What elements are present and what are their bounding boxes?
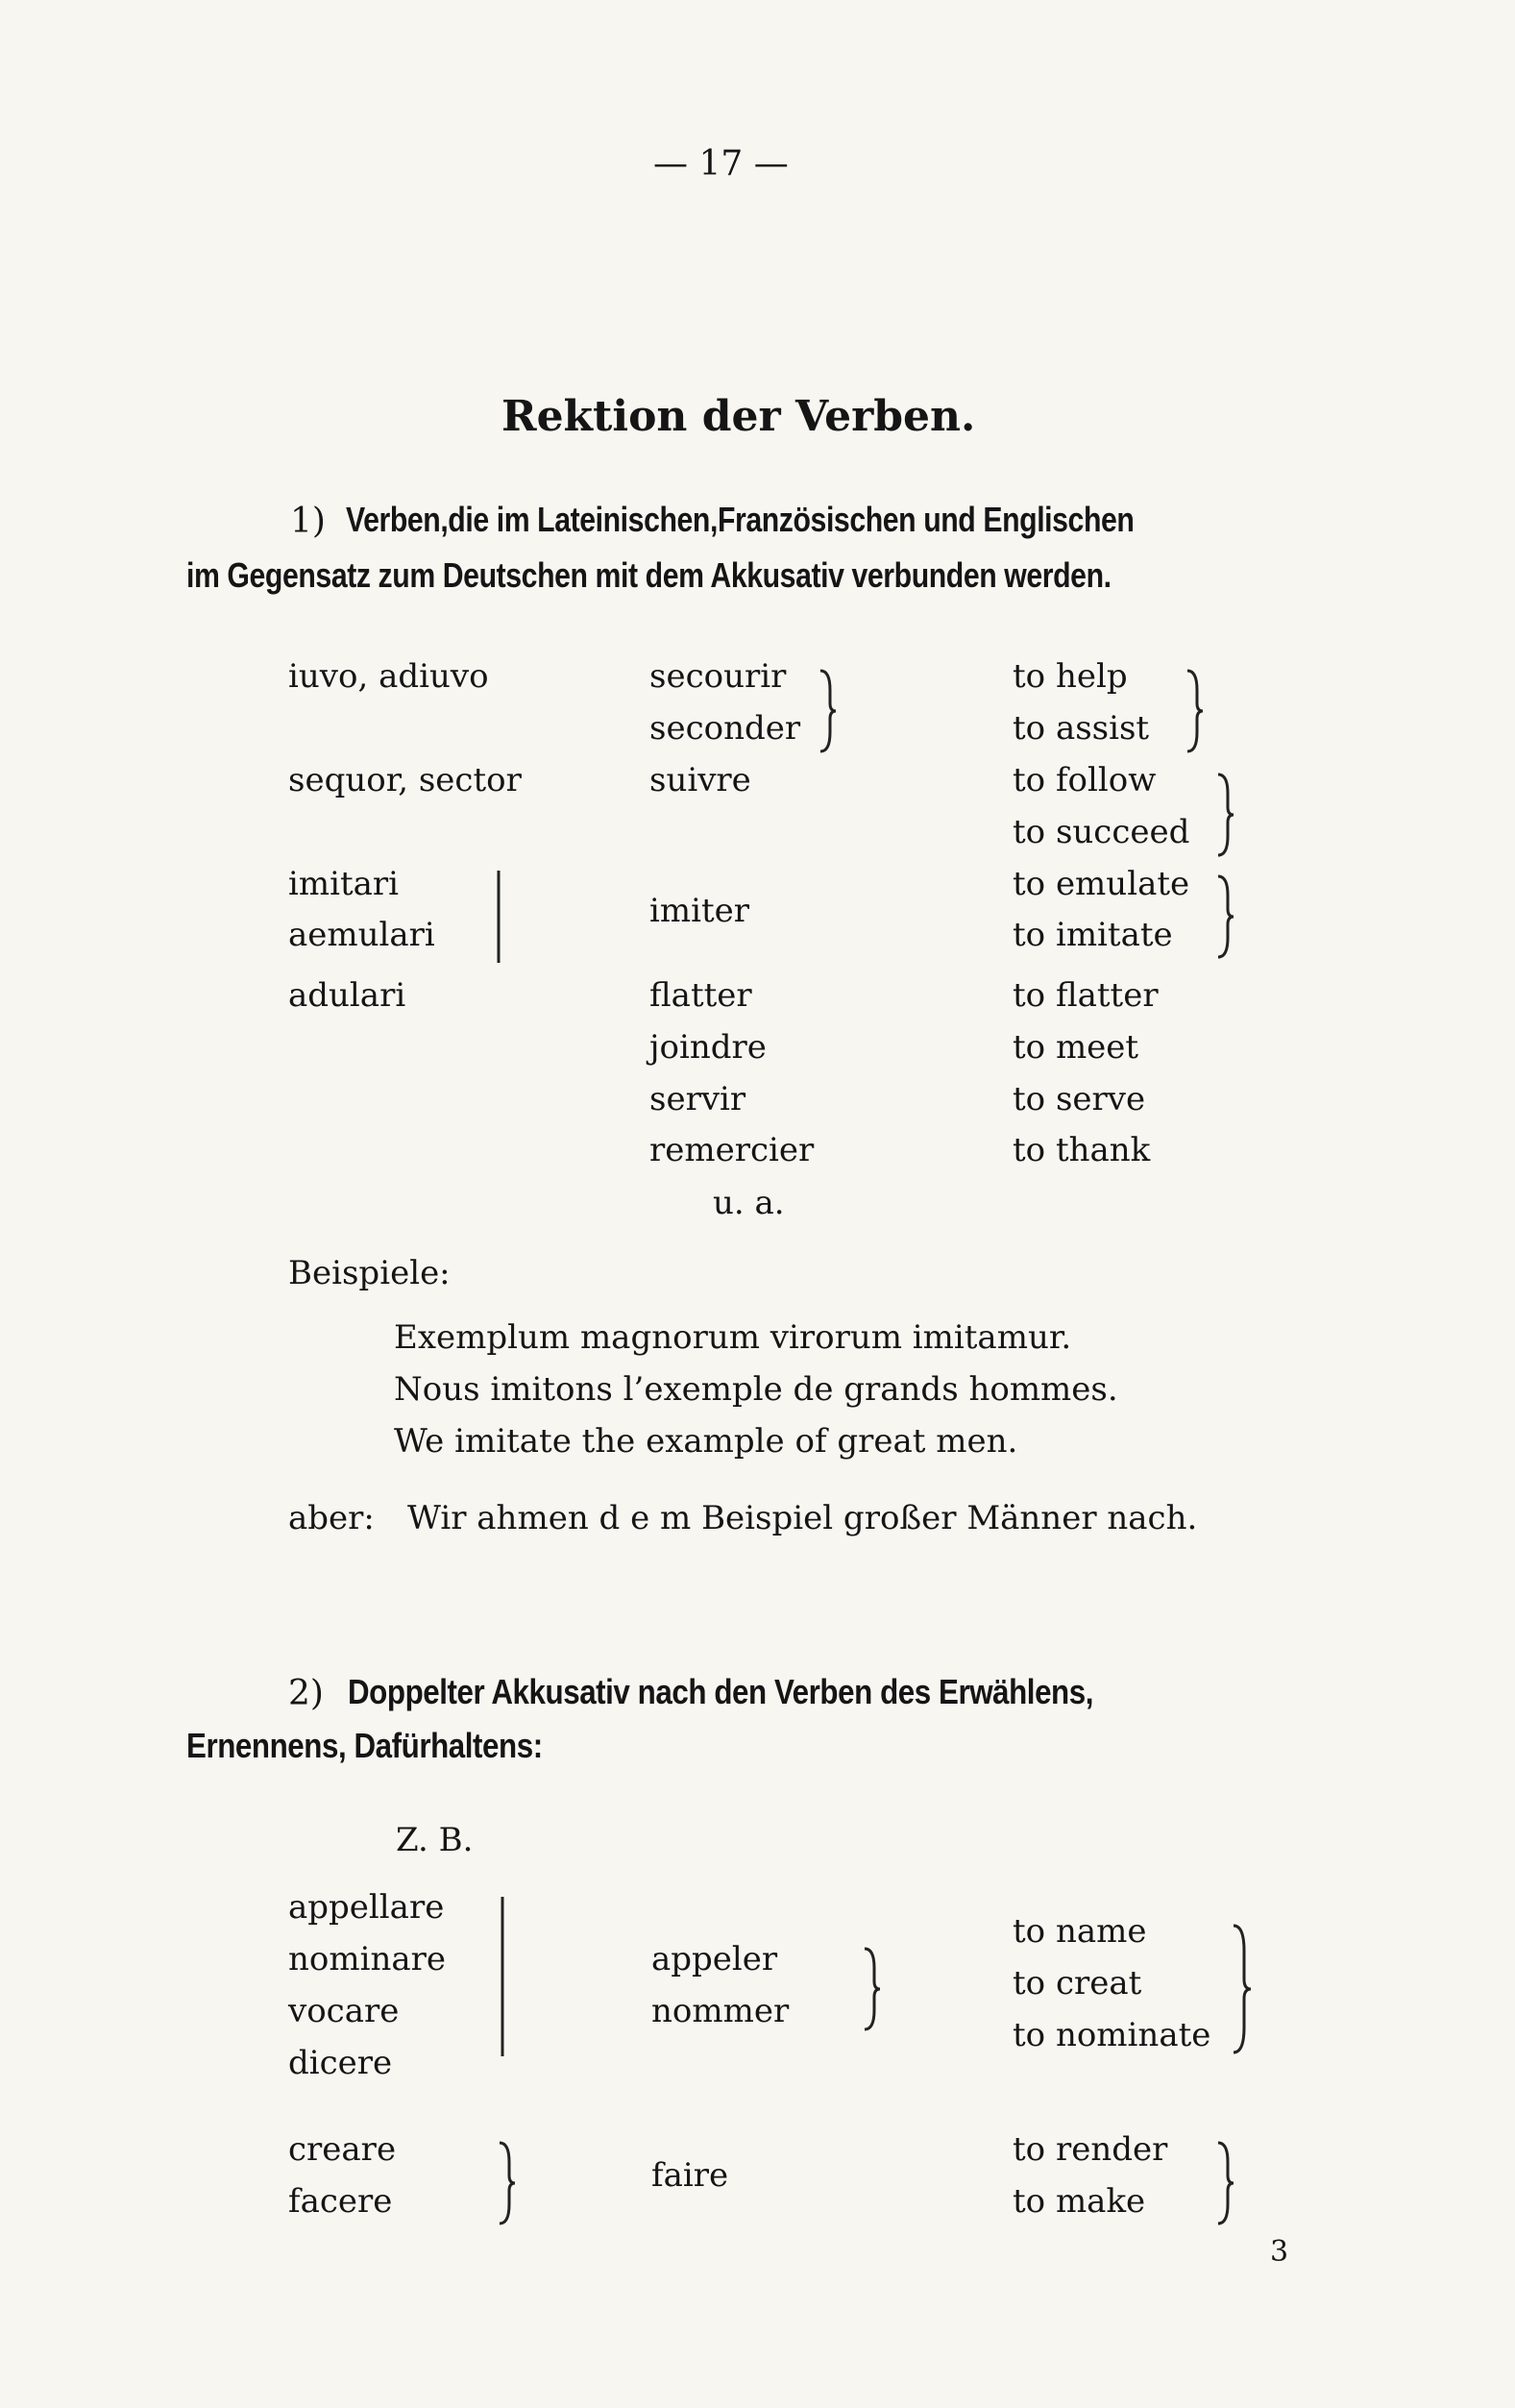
english-verb: to flatter: [1013, 976, 1159, 1015]
english-verb: to thank: [1013, 1131, 1151, 1169]
brace-icon: [1230, 1922, 1255, 2056]
french-verb: imiter: [649, 892, 750, 930]
english-verb: to make: [1013, 2182, 1146, 2221]
brace-icon: [817, 667, 840, 755]
section1-number: 1): [290, 502, 326, 541]
aber-label: aber:: [288, 1499, 375, 1537]
brace-icon: [496, 2139, 519, 2227]
brace-icon: [1214, 872, 1237, 961]
latin-verb: facere: [288, 2182, 393, 2221]
latin-verb: aemulari: [288, 916, 435, 954]
brace-icon: [1214, 2139, 1237, 2227]
latin-verb: dicere: [288, 2044, 393, 2082]
vertical-rule-icon: [494, 869, 503, 965]
brace-icon: [861, 1945, 884, 2033]
latin-verb: vocare: [288, 1992, 400, 2030]
example-line: Nous imitons l’exemple de grands hommes.: [394, 1370, 1118, 1409]
english-verb: to help: [1013, 657, 1128, 696]
french-verb: nommer: [651, 1992, 790, 2030]
latin-verb: adulari: [288, 976, 406, 1015]
section1-heading-line2: im Gegensatz zum Deutschen mit dem Akkusativ verbunden werden.: [186, 555, 1112, 595]
brace-icon: [1184, 667, 1207, 755]
english-verb: to meet: [1013, 1028, 1139, 1067]
english-verb: to render: [1013, 2130, 1168, 2169]
page-number: — 17 —: [653, 144, 789, 184]
section1-heading-line1: Verben,die im Lateinischen,Französischen und Englischen: [346, 500, 1135, 539]
latin-verb: sequor, sector: [288, 761, 522, 799]
latin-verb: appellare: [288, 1888, 445, 1927]
section2-heading-line2: Ernennens, Dafürhaltens:: [186, 1726, 543, 1765]
french-verb: appeler: [651, 1940, 778, 1978]
french-verb: suivre: [649, 761, 751, 799]
french-verb: remercier: [649, 1131, 815, 1169]
french-verb: faire: [651, 2156, 729, 2195]
french-verb: joindre: [649, 1028, 767, 1067]
english-verb: to assist: [1013, 709, 1150, 748]
brace-icon: [1214, 771, 1237, 859]
french-verb: servir: [649, 1080, 746, 1118]
zb-label: Z. B.: [396, 1821, 474, 1859]
english-verb: to nominate: [1013, 2016, 1211, 2054]
example-line: Exemplum magnorum virorum imitamur.: [394, 1318, 1072, 1357]
english-verb: to imitate: [1013, 916, 1173, 954]
page-title: Rektion der Verben.: [501, 392, 976, 441]
english-verb: to follow: [1013, 761, 1157, 799]
french-verb: flatter: [649, 976, 752, 1015]
section2-number: 2): [288, 1674, 324, 1713]
examples-label: Beispiele:: [288, 1254, 451, 1292]
english-verb: to emulate: [1013, 865, 1190, 903]
folio-number: 3: [1270, 2235, 1289, 2269]
latin-verb: creare: [288, 2130, 397, 2169]
french-verb: secourir: [649, 657, 787, 696]
english-verb: to name: [1013, 1912, 1147, 1951]
french-verb-etc: u. a.: [713, 1184, 785, 1222]
french-verb: seconder: [649, 709, 801, 748]
latin-verb: iuvo, adiuvo: [288, 657, 489, 696]
english-verb: to succeed: [1013, 813, 1190, 851]
aber-text: Wir ahmen d e m Beispiel großer Männer nach.: [407, 1499, 1198, 1537]
vertical-rule-icon: [498, 1895, 507, 2058]
section2-heading-line1: Doppelter Akkusativ nach den Verben des Erwählens,: [348, 1672, 1094, 1711]
latin-verb: nominare: [288, 1940, 447, 1978]
latin-verb: imitari: [288, 865, 400, 903]
english-verb: to serve: [1013, 1080, 1146, 1118]
example-line: We imitate the example of great men.: [394, 1422, 1018, 1461]
english-verb: to creat: [1013, 1964, 1142, 2003]
